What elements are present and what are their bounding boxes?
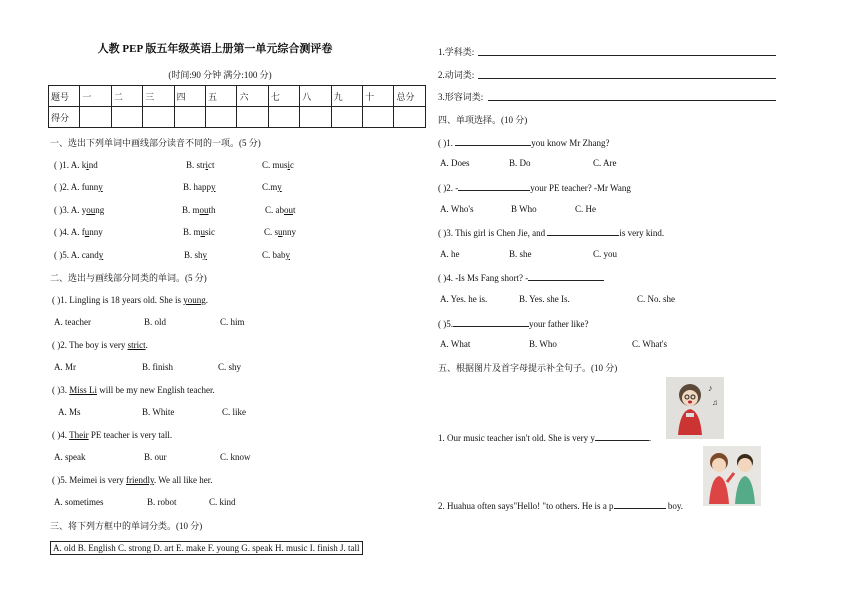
underlined-word: young: [183, 295, 206, 305]
section4-q3-a: A. he: [440, 249, 460, 259]
section2-q1-a: A. teacher: [54, 317, 91, 327]
section4-q1-c: C. Are: [593, 158, 617, 168]
option-text: c: [290, 160, 295, 170]
score-table-score-row: [49, 107, 426, 128]
section4-q2-a: A. Who's: [440, 204, 474, 214]
option-text: B. str: [186, 160, 206, 170]
score-input-cell[interactable]: [268, 107, 299, 128]
score-cell: 七: [268, 86, 299, 107]
section2-q2-a: A. Mr: [54, 362, 76, 372]
question-text: ( )1. Lingling is 18 years old. She is: [52, 295, 184, 305]
score-input-cell[interactable]: [394, 107, 426, 128]
question-number: ( )5. A.: [54, 250, 82, 260]
question-text: .: [145, 340, 148, 350]
children-greeting-picture: [703, 446, 761, 506]
singing-teacher-picture: [666, 377, 724, 439]
score-cell: 六: [237, 86, 268, 107]
score-cell: 二: [111, 86, 142, 107]
section3-heading: 三、将下列方框中的单词分类。(10 分): [50, 521, 203, 531]
score-table: [48, 85, 426, 128]
underlined-letters: ou: [86, 205, 96, 215]
section2-q5-b: B. robot: [147, 497, 177, 507]
option-text: th: [208, 205, 216, 215]
section4-q2: [438, 181, 631, 193]
section4-q1-a: A. Does: [440, 158, 470, 168]
option-text: ct: [208, 160, 215, 170]
underlined-letters: y: [98, 250, 104, 260]
section2-q4-b: B. our: [144, 452, 167, 462]
section1-q2: [54, 182, 103, 192]
question-text: your PE teacher? -Mr Wang: [530, 183, 631, 193]
option-text: C. s: [264, 227, 279, 237]
question-text: . We all like her.: [153, 475, 213, 485]
underlined-letters: y: [277, 182, 282, 192]
underlined-letters: y: [98, 182, 103, 192]
question-number: ( )4. A.: [54, 227, 82, 237]
question-text: you know Mr Zhang?: [531, 138, 610, 148]
option-text: nny: [282, 227, 297, 237]
sentence-text: 2. Huahua often says"Hello! "to others. He is a p: [438, 501, 614, 511]
question-number: ( )2. A.: [54, 182, 82, 192]
section4-q5-a: A. What: [440, 339, 471, 349]
option-text: B. m: [183, 227, 201, 237]
score-input-cell[interactable]: [143, 107, 174, 128]
section4-q4: [438, 271, 604, 283]
section2-q4: [52, 430, 172, 440]
section4-q2-c: C. He: [575, 204, 596, 214]
underlined-letters: y: [285, 250, 290, 260]
category-adjectives: 3.形容词类:: [438, 92, 484, 102]
question-text: ( )5. Meimei is very: [52, 475, 126, 485]
score-cell: 三: [143, 86, 174, 107]
section1-q1: [54, 160, 98, 170]
section4-q3: [438, 226, 664, 238]
section4-q5: [438, 317, 588, 329]
score-input-cell[interactable]: [300, 107, 331, 128]
option-text: k: [81, 160, 87, 170]
underlined-letters: y: [211, 182, 216, 192]
section1-q2-b: [183, 182, 216, 192]
score-cell: 总分: [394, 86, 426, 107]
answer-line-verbs[interactable]: [478, 78, 776, 79]
section4-q4-b: B. Yes. she Is.: [519, 294, 570, 304]
section1-q5-b: [184, 250, 207, 260]
section4-q3-b: B. she: [509, 249, 532, 259]
section2-q1-c: C. him: [220, 317, 245, 327]
option-text: C. mus: [262, 160, 288, 170]
underlined-letters: u: [200, 227, 206, 237]
section2-q3-b: B. White: [142, 407, 175, 417]
score-input-cell[interactable]: [237, 107, 268, 128]
section2-q1-b: B. old: [144, 317, 167, 327]
section2-q3: [52, 385, 215, 395]
score-input-cell[interactable]: [331, 107, 362, 128]
section1-q2-c: [262, 182, 282, 192]
section4-q2-b: B Who: [511, 204, 537, 214]
option-text: t: [293, 205, 296, 215]
section1-q5-c: [262, 250, 290, 260]
question-text: ( )4. -Is Ms Fang short? -: [438, 273, 529, 283]
section4-q1: [438, 136, 610, 148]
score-cell: 题号: [49, 86, 80, 107]
underlined-letters: i: [205, 160, 209, 170]
answer-blank[interactable]: [455, 136, 531, 146]
score-cell: 五: [206, 86, 237, 107]
section1-q5: [54, 250, 103, 260]
section4-q1-b: B. Do: [509, 158, 531, 168]
answer-blank[interactable]: [547, 226, 619, 236]
underlined-word: strict: [127, 340, 146, 350]
section2-q2-b: B. finish: [142, 362, 174, 372]
question-text: ( )3. This girl is Chen Jie, and: [438, 228, 548, 238]
word-bank-box: A. old B. English C. strong D. art E. make F. young G. speak H. music I. finish J. tall: [50, 541, 363, 555]
underlined-letters: ou: [284, 205, 293, 215]
underlined-letters: u: [84, 227, 90, 237]
underlined-letters: ou: [199, 205, 209, 215]
section1-q3-c: [265, 205, 296, 215]
section2-q2: [52, 340, 148, 350]
option-text: cand: [81, 250, 99, 260]
answer-blank[interactable]: [595, 431, 652, 443]
score-input-cell[interactable]: [363, 107, 394, 128]
option-text: B. happ: [183, 182, 211, 192]
answer-blank[interactable]: [458, 181, 530, 191]
section5-s1: [438, 431, 651, 443]
score-cell: 九: [331, 86, 362, 107]
section4-q5-c: C. What's: [632, 339, 667, 349]
question-number: ( )1. A.: [54, 160, 82, 170]
section2-q1: [52, 295, 208, 305]
option-text: f: [81, 227, 85, 237]
answer-blank[interactable]: [614, 499, 666, 509]
answer-blank[interactable]: [528, 271, 604, 281]
score-input-cell[interactable]: [206, 107, 237, 128]
question-text: .: [205, 295, 208, 305]
option-text: sic: [205, 227, 216, 237]
option-text: y: [81, 205, 87, 215]
svg-text:♪: ♪: [708, 383, 713, 393]
score-cell: 一: [80, 86, 111, 107]
score-input-cell[interactable]: [111, 107, 142, 128]
section2-q3-c: C. like: [222, 407, 246, 417]
section1-q1-b: [186, 160, 215, 170]
question-text: ( )3.: [52, 385, 70, 395]
section1-q4-b: [183, 227, 215, 237]
option-text: B. sh: [184, 250, 203, 260]
underlined-letters: i: [86, 160, 89, 170]
underlined-word: friendly: [125, 475, 154, 485]
answer-blank[interactable]: [453, 317, 529, 327]
question-text: is very kind.: [619, 228, 665, 238]
sentence-text: boy.: [665, 501, 683, 511]
option-text: C. ab: [265, 205, 284, 215]
category-verbs: 2.动词类:: [438, 70, 475, 80]
option-text: C.m: [262, 182, 278, 192]
section4-q5-b: B. Who: [529, 339, 557, 349]
score-input-cell[interactable]: [174, 107, 205, 128]
section1-q4: [54, 227, 103, 237]
score-cell: 十: [363, 86, 394, 107]
category-subjects: 1.学科类:: [438, 47, 475, 57]
section5-heading: 五、根据图片及首字母提示补全句子。(10 分): [438, 363, 618, 373]
section2-q2-c: C. shy: [218, 362, 242, 372]
score-cell: 八: [300, 86, 331, 107]
section2-q5-a: A. sometimes: [54, 497, 104, 507]
underlined-letters: u: [278, 227, 283, 237]
score-table-header-row: [49, 86, 426, 107]
question-text: ( )4.: [52, 430, 70, 440]
question-text: ( )2. The boy is very: [52, 340, 128, 350]
page-title: 人教 PEP 版五年级英语上册第一单元综合测评卷: [97, 43, 333, 55]
option-text: ng: [95, 205, 105, 215]
section4-q4-c: C. No. she: [637, 294, 675, 304]
score-input-cell[interactable]: [80, 107, 111, 128]
section1-q1-c: [262, 160, 294, 170]
question-text: ( )2. -: [438, 183, 459, 193]
section2-heading: 二、选出与画线部分同类的单词。(5 分): [50, 273, 207, 283]
underlined-letters: y: [202, 250, 208, 260]
question-text: will be my new English teacher.: [97, 385, 215, 395]
option-text: nd: [88, 160, 98, 170]
sentence-text: 1. Our music teacher isn't old. She is very y: [438, 433, 595, 443]
question-text: ( )1.: [438, 138, 456, 148]
question-text: ( )5.: [438, 319, 453, 329]
section1-q3: [54, 205, 104, 215]
section4-q3-c: C. you: [593, 249, 618, 259]
section5-s2: [438, 499, 683, 511]
question-text: PE teacher is very tall.: [88, 430, 173, 440]
section1-heading: 一、选出下列单词中画线部分读音不同的一项。(5 分): [50, 138, 261, 148]
svg-text:♫: ♫: [712, 398, 718, 407]
section2-q4-c: C. know: [220, 452, 251, 462]
question-number: ( )3. A.: [54, 205, 82, 215]
option-text: nny: [89, 227, 103, 237]
section4-q4-a: A. Yes. he is.: [440, 294, 488, 304]
option-text: funn: [81, 182, 99, 192]
exam-info: (时间:90 分钟 满分:100 分): [168, 70, 272, 80]
answer-line-subjects[interactable]: [478, 55, 776, 56]
section4-heading: 四、单项选择。(10 分): [438, 115, 528, 125]
score-row-label: 得分: [49, 107, 80, 128]
section2-q3-a: A. Ms: [58, 407, 81, 417]
question-text: your father like?: [529, 319, 589, 329]
score-cell: 四: [174, 86, 205, 107]
underlined-letters: i: [287, 160, 291, 170]
option-text: B. m: [182, 205, 200, 215]
answer-line-adjectives[interactable]: [488, 100, 776, 101]
underlined-word: Their: [69, 430, 89, 440]
section2-q5: [52, 475, 212, 485]
section2-q4-a: A. speak: [54, 452, 86, 462]
section1-q3-b: [182, 205, 216, 215]
underlined-word: Miss Li: [69, 385, 98, 395]
section2-q5-c: C. kind: [209, 497, 236, 507]
option-text: C. bab: [262, 250, 286, 260]
section1-q4-c: [264, 227, 296, 237]
sentence-text: .: [648, 433, 652, 443]
